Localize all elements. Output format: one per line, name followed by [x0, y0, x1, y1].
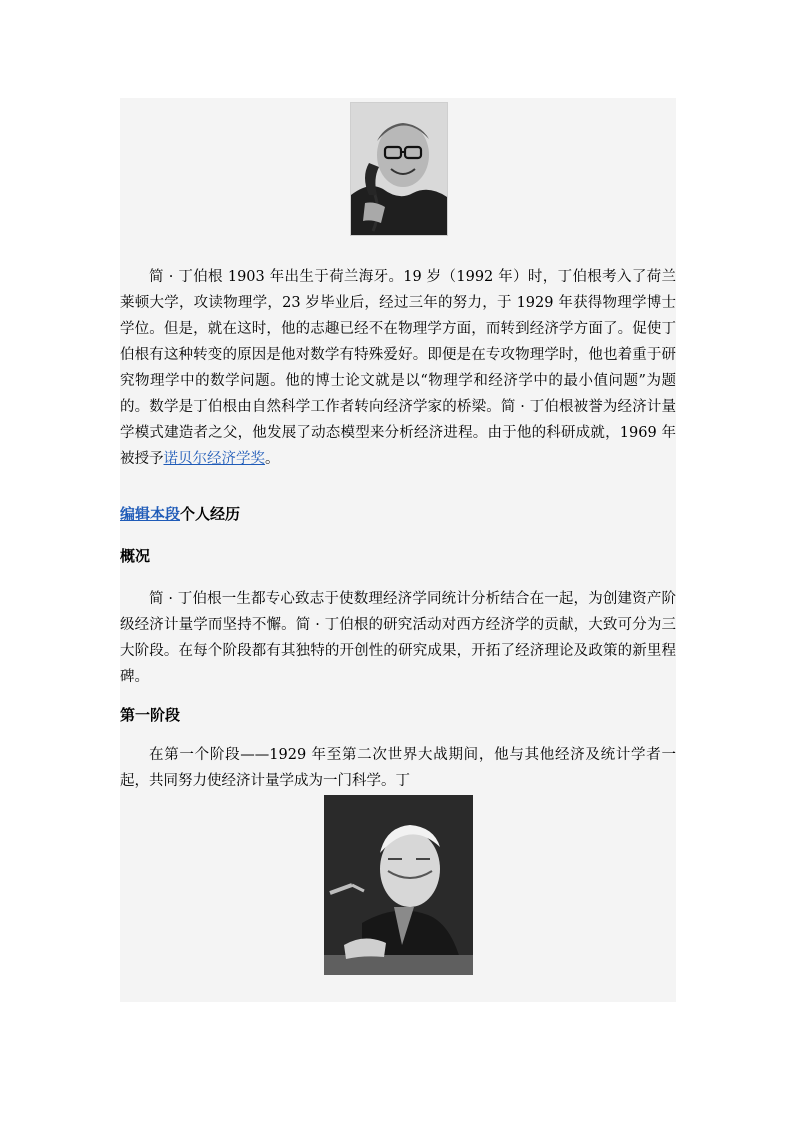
portrait-photo-top	[350, 102, 448, 236]
document-page	[120, 98, 676, 1002]
overview-paragraph: 简 · 丁伯根一生都专心致志于使数理经济学同统计分析结合在一起，为创建资产阶级经济计量学而坚持不懈。简 · 丁伯根的研究活动对西方经济学的贡献，大致可分为三大阶段。在每个阶段都有其独特的开创性的研究成果，开拓了经济理论及政策的新里程碑。	[120, 591, 676, 685]
intro-text: 简 · 丁伯根 1903 年出生于荷兰海牙。19 岁（1992 年）时，丁伯根考入了荷兰莱顿大学，攻读物理学，23 岁毕业后，经过三年的努力，于 1929 年获得物理学博士学位。但是，就在这时，他的志趣已经不在物理学方面，而转到经济学方面了。促使丁伯根有这种转变的原因是他对数学有特殊爱好。即便是在专攻物理学时，他也着重于研究物理学中的数学问题。他的博士论文就是以“物理学和经济学中的最小值问题”为题的。数学是丁伯根由自然科学工作者转向经济学家的桥梁。简 · 丁伯根被誉为经济计量学模式建造者之父，他发展了动态模型来分析经济进程。由于他的科研成就，1969 年被授予	[120, 269, 676, 467]
portrait-photo-bottom	[324, 795, 473, 975]
intro-paragraph	[120, 264, 676, 472]
nobel-prize-link[interactable]: 诺贝尔经济学奖	[163, 451, 265, 467]
section-heading-overview: 概况	[120, 547, 151, 565]
stage1-paragraph: 在第一个阶段——1929 年至第二次世界大战期间，他与其他经济及统计学者一起，共同努力使经济计量学成为一门科学。丁	[120, 747, 676, 789]
edit-section-link[interactable]: 编辑本段	[120, 505, 181, 523]
section-heading-personal	[120, 502, 240, 526]
section-title-personal: 个人经历	[180, 505, 241, 523]
intro-text-end: 。	[265, 451, 280, 467]
section-heading-stage1: 第一阶段	[120, 706, 181, 724]
